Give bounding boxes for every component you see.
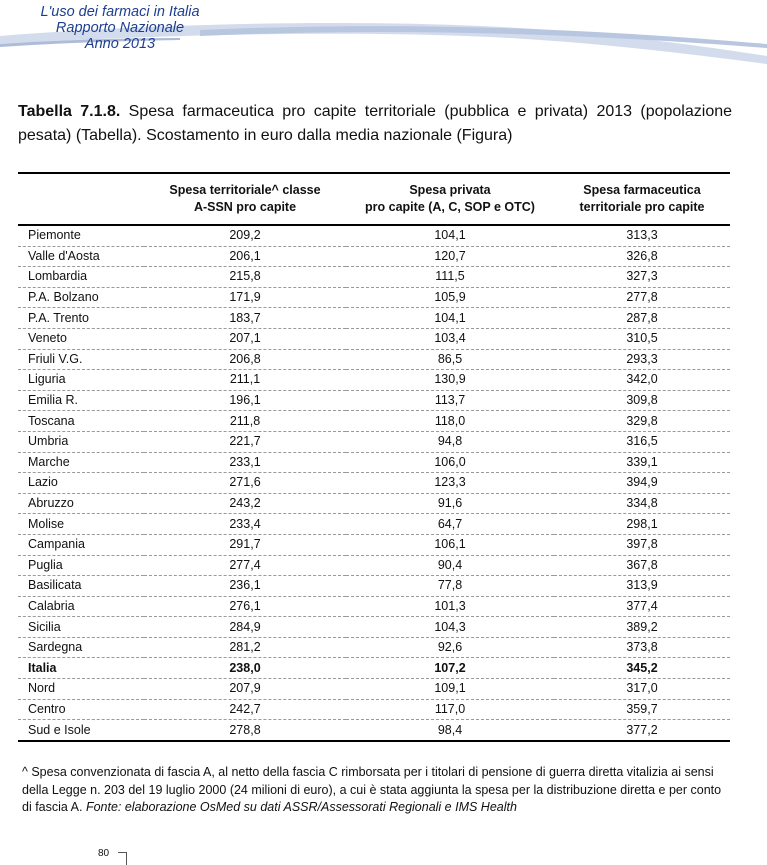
region-name-cell: Italia [18,658,144,679]
value-cell: 326,8 [554,246,730,267]
footnote-source: Fonte: elaborazione OsMed su dati ASSR/Assessorati Regionali e IMS Health [85,800,517,814]
value-cell: 233,4 [144,514,346,535]
value-cell: 243,2 [144,493,346,514]
region-name-cell: Sardegna [18,637,144,658]
value-cell: 317,0 [554,679,730,700]
table-row [18,225,730,246]
value-cell: 277,8 [554,287,730,308]
value-cell: 101,3 [346,596,554,617]
table-row [18,411,730,432]
region-name-cell: Sud e Isole [18,720,144,741]
value-cell: 313,9 [554,576,730,597]
region-name-cell: Centro [18,699,144,720]
footnote-text: ^ Spesa convenzionata di fascia A, al netto della fascia C rimborsata per i titolari di pensione di guerra diretta vitalizia ai sensi della Legge n. 203 del 19 luglio 2000 (24 milioni di euro), a cui è stata aggiunta la spesa per la distribuzione diretta e per conto di fascia A. [22,765,722,814]
table-row [18,349,730,370]
value-cell: 281,2 [144,637,346,658]
pharma-spending-table [18,172,730,742]
region-name-cell: Lombardia [18,267,144,288]
table-row [18,720,730,741]
value-cell: 329,8 [554,411,730,432]
value-cell: 271,6 [144,473,346,494]
value-cell: 334,8 [554,493,730,514]
table-label: Tabella 7.1.8. [18,103,121,120]
table-caption-text: Spesa farmaceutica pro capite territoriale (pubblica e privata) 2013 (popolazione pesata) (Tabella). Scostamento in euro dalla media nazionale (Figura) [18,103,733,144]
table-body [18,225,730,741]
value-cell: 236,1 [144,576,346,597]
page-corner-mark [118,852,127,865]
column-header: Spesa privata pro capite (A, C, SOP e OTC) [346,173,554,225]
value-cell: 287,8 [554,308,730,329]
value-cell: 339,1 [554,452,730,473]
value-cell: 242,7 [144,699,346,720]
region-name-cell: P.A. Trento [18,308,144,329]
value-cell: 64,7 [346,514,554,535]
table-row [18,555,730,576]
report-year: Anno 2013 [84,36,156,52]
footnote [22,764,732,817]
value-cell: 394,9 [554,473,730,494]
value-cell: 359,7 [554,699,730,720]
table-row [18,679,730,700]
value-cell: 367,8 [554,555,730,576]
value-cell: 291,7 [144,534,346,555]
value-cell: 104,3 [346,617,554,638]
value-cell: 111,5 [346,267,554,288]
column-header: Spesa farmaceutica territoriale pro capite [554,173,730,225]
value-cell: 284,9 [144,617,346,638]
value-cell: 107,2 [346,658,554,679]
value-cell: 120,7 [346,246,554,267]
value-cell: 278,8 [144,720,346,741]
region-name-cell: Sicilia [18,617,144,638]
value-cell: 298,1 [554,514,730,535]
value-cell: 233,1 [144,452,346,473]
value-cell: 130,9 [346,370,554,391]
table-row [18,534,730,555]
value-cell: 123,3 [346,473,554,494]
value-cell: 293,3 [554,349,730,370]
value-cell: 106,1 [346,534,554,555]
value-cell: 118,0 [346,411,554,432]
value-cell: 171,9 [144,287,346,308]
value-cell: 94,8 [346,431,554,452]
region-name-cell: Liguria [18,370,144,391]
region-name-cell: Calabria [18,596,144,617]
table-row [18,308,730,329]
value-cell: 90,4 [346,555,554,576]
table-row [18,287,730,308]
value-cell: 77,8 [346,576,554,597]
value-cell: 389,2 [554,617,730,638]
value-cell: 206,1 [144,246,346,267]
column-header: Spesa territoriale^ classe A-SSN pro capite [144,173,346,225]
value-cell: 377,2 [554,720,730,741]
table-row [18,452,730,473]
value-cell: 106,0 [346,452,554,473]
value-cell: 206,8 [144,349,346,370]
table-row [18,637,730,658]
table-row [18,328,730,349]
table-caption [18,100,732,148]
table-row [18,514,730,535]
value-cell: 345,2 [554,658,730,679]
value-cell: 277,4 [144,555,346,576]
value-cell: 98,4 [346,720,554,741]
value-cell: 276,1 [144,596,346,617]
region-name-cell: P.A. Bolzano [18,287,144,308]
region-name-cell: Marche [18,452,144,473]
value-cell: 91,6 [346,493,554,514]
value-cell: 211,8 [144,411,346,432]
value-cell: 316,5 [554,431,730,452]
region-name-cell: Friuli V.G. [18,349,144,370]
region-name-cell: Nord [18,679,144,700]
value-cell: 327,3 [554,267,730,288]
value-cell: 313,3 [554,225,730,246]
column-header [18,173,144,225]
report-header [0,0,767,75]
value-cell: 373,8 [554,637,730,658]
value-cell: 397,8 [554,534,730,555]
region-name-cell: Puglia [18,555,144,576]
value-cell: 105,9 [346,287,554,308]
region-name-cell: Emilia R. [18,390,144,411]
value-cell: 207,9 [144,679,346,700]
table-row [18,431,730,452]
report-subtitle: Rapporto Nazionale [55,20,185,36]
region-name-cell: Basilicata [18,576,144,597]
value-cell: 221,7 [144,431,346,452]
value-cell: 310,5 [554,328,730,349]
table-row [18,596,730,617]
table-row [18,370,730,391]
value-cell: 211,1 [144,370,346,391]
value-cell: 196,1 [144,390,346,411]
value-cell: 109,1 [346,679,554,700]
region-name-cell: Umbria [18,431,144,452]
value-cell: 309,8 [554,390,730,411]
report-title: L'uso dei farmaci in Italia [40,4,200,20]
value-cell: 113,7 [346,390,554,411]
region-name-cell: Toscana [18,411,144,432]
table-row [18,473,730,494]
table-row [18,576,730,597]
value-cell: 103,4 [346,328,554,349]
region-name-cell: Campania [18,534,144,555]
value-cell: 215,8 [144,267,346,288]
region-name-cell: Lazio [18,473,144,494]
value-cell: 183,7 [144,308,346,329]
table-row [18,390,730,411]
region-name-cell: Piemonte [18,225,144,246]
report-title-block [20,4,220,52]
page-number: 80 [98,848,110,859]
table-row [18,658,730,679]
value-cell: 104,1 [346,225,554,246]
value-cell: 92,6 [346,637,554,658]
table-row [18,246,730,267]
region-name-cell: Valle d'Aosta [18,246,144,267]
table-row [18,493,730,514]
value-cell: 207,1 [144,328,346,349]
value-cell: 86,5 [346,349,554,370]
value-cell: 117,0 [346,699,554,720]
value-cell: 342,0 [554,370,730,391]
table-row [18,699,730,720]
value-cell: 209,2 [144,225,346,246]
table-row [18,267,730,288]
value-cell: 104,1 [346,308,554,329]
region-name-cell: Abruzzo [18,493,144,514]
table-row [18,617,730,638]
region-name-cell: Molise [18,514,144,535]
region-name-cell: Veneto [18,328,144,349]
value-cell: 238,0 [144,658,346,679]
table-header [18,173,730,225]
value-cell: 377,4 [554,596,730,617]
